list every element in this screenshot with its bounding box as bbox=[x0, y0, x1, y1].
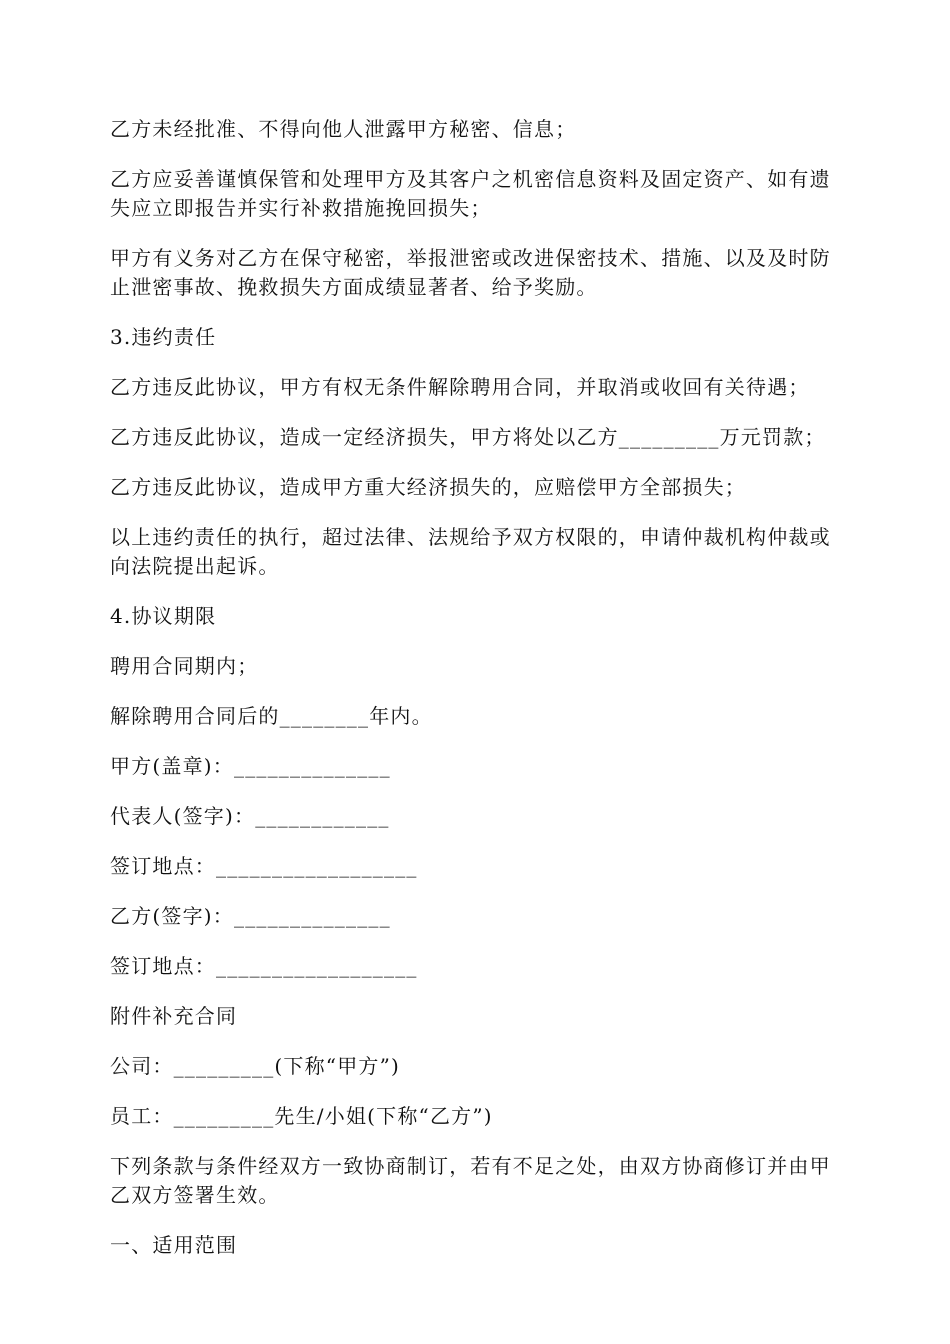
paragraph: 解除聘用合同后的________年内。 bbox=[110, 704, 433, 728]
party-line: 公司：_________(下称“甲方”) bbox=[110, 1054, 401, 1078]
party-line: 员工：_________先生/小姐(下称“乙方”) bbox=[110, 1104, 493, 1128]
signature-line: 签订地点：__________________ bbox=[110, 854, 418, 878]
paragraph: 乙方违反此协议，甲方有权无条件解除聘用合同，并取消或收回有关待遇； bbox=[110, 375, 810, 399]
signature-line: 代表人(签字)：____________ bbox=[110, 804, 390, 828]
paragraph: 乙方违反此协议，造成甲方重大经济损失的，应赔偿甲方全部损失； bbox=[110, 475, 746, 499]
paragraph: 乙方应妥善谨慎保管和处理甲方及其客户之机密信息资料及固定资产、如有遗失应立即报告并实行补救措施挽回损失； bbox=[110, 167, 831, 220]
paragraph: 乙方违反此协议，造成一定经济损失，甲方将处以乙方_________万元罚款； bbox=[110, 425, 826, 449]
paragraph: 聘用合同期内； bbox=[110, 654, 259, 678]
paragraph: 乙方未经批准、不得向他人泄露甲方秘密、信息； bbox=[110, 117, 577, 141]
signature-line: 甲方(盖章)：______________ bbox=[110, 754, 391, 778]
paragraph: 下列条款与条件经双方一致协商制订，若有不足之处，由双方协商修订并由甲乙双方签署生效。 bbox=[110, 1154, 831, 1207]
document-body bbox=[110, 115, 842, 1281]
section-heading: 3.违约责任 bbox=[110, 325, 217, 349]
paragraph: 甲方有义务对乙方在保守秘密，举报泄密或改进保密技术、措施、以及及时防止泄密事故、挽救损失方面成绩显著者、给予奖励。 bbox=[110, 246, 831, 299]
section-heading: 4.协议期限 bbox=[110, 604, 217, 628]
signature-line: 乙方(签字)：______________ bbox=[110, 904, 391, 928]
section-heading: 一、适用范围 bbox=[110, 1233, 238, 1257]
section-heading: 附件补充合同 bbox=[110, 1004, 238, 1028]
paragraph: 以上违约责任的执行，超过法律、法规给予双方权限的，申请仲裁机构仲裁或向法院提出起诉。 bbox=[110, 525, 831, 578]
signature-line: 签订地点：__________________ bbox=[110, 954, 418, 978]
